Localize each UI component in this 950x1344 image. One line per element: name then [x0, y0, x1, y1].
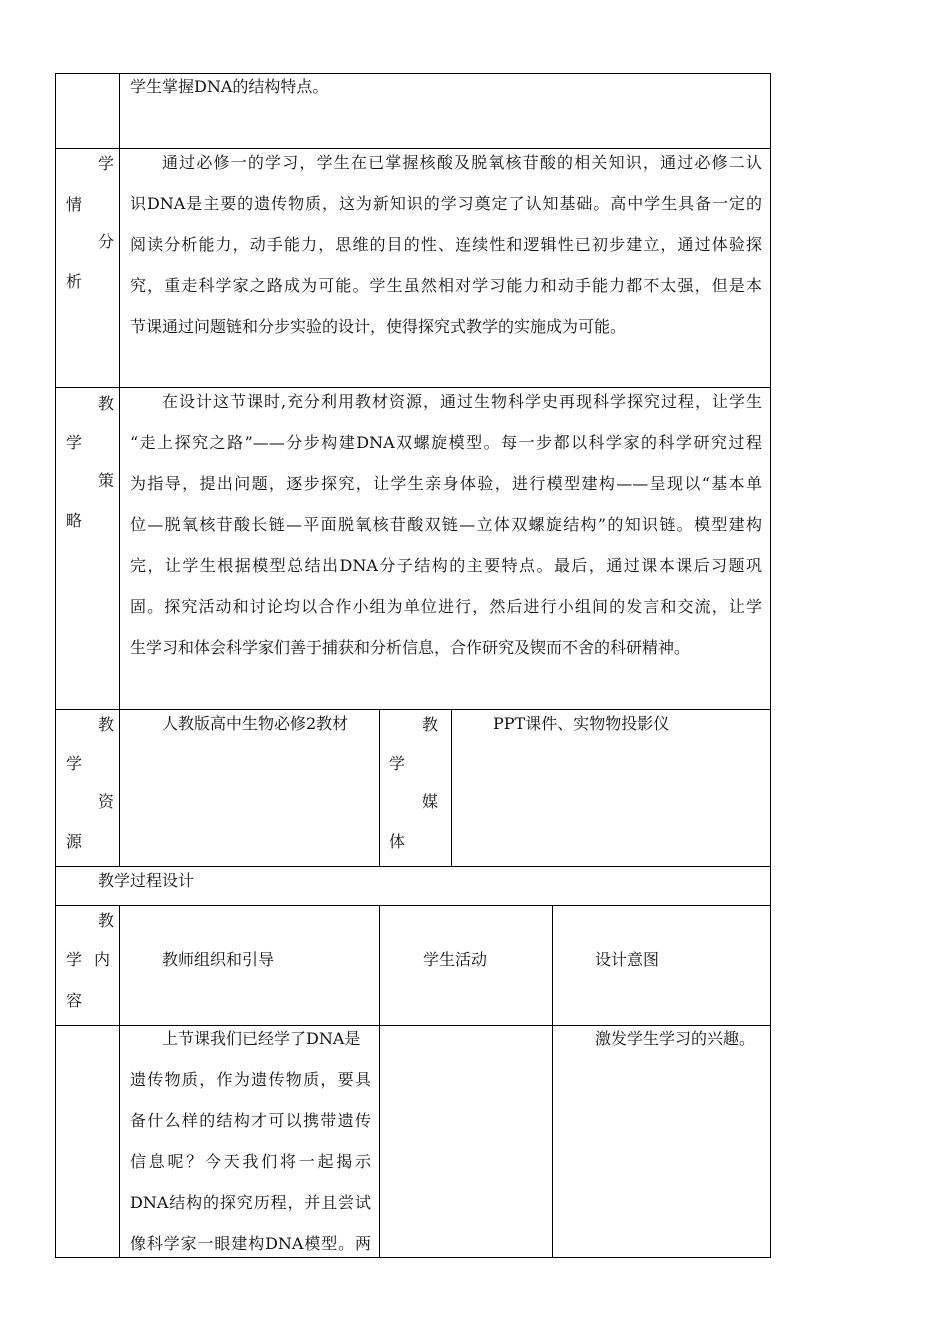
design-intent-text: 激发学生学习的兴趣。 — [595, 1029, 756, 1048]
teacher-guidance-text — [130, 1018, 371, 1264]
paragraph-line: 遗传物质，作为遗传物质，要具 — [130, 1070, 371, 1089]
paragraph-line: 位—脱氧核苷酸长链—平面脱氧核苷酸双链—立体双螺旋结构”的知识链。模型建构 — [130, 515, 762, 534]
paragraph-line: DNA结构的探究历程，并且尝试 — [130, 1193, 371, 1212]
paragraph-line: 在设计这节课时,充分利用教材资源，通过生物科学史再现科学探究过程，让学生 — [162, 392, 762, 411]
student-analysis-label-char: 分 — [98, 232, 115, 251]
table-divider-student — [379, 905, 380, 1258]
student-analysis-label-char: 情 — [66, 195, 83, 214]
col-header-student: 学生活动 — [423, 950, 488, 969]
paragraph-line: 生学习和体会科学家们善于捕获和分析信息，合作研究及锲而不舍的科研精神。 — [130, 638, 691, 657]
strategy-label-char: 策 — [98, 471, 115, 490]
content-label-char: 容 — [66, 991, 83, 1010]
student-analysis-text — [130, 142, 762, 347]
content-label-char: 内 — [94, 950, 111, 969]
student-analysis-label-char: 学 — [98, 154, 115, 173]
strategy-label-char: 教 — [98, 394, 115, 413]
resources-label-char: 学 — [66, 754, 83, 773]
strategy-label-char: 学 — [66, 433, 83, 452]
paragraph-line: 上节课我们已经学了DNA是 — [162, 1029, 361, 1048]
paragraph-line: 究，重走科学家之路成为可能。学生虽然相对学习能力和动手能力都不太强，但是本 — [130, 276, 762, 295]
table-border-row5 — [55, 905, 771, 906]
table-divider-media-right — [451, 709, 452, 867]
paragraph-line: “走上探究之路”——分步构建DNA双螺旋模型。每一步都以科学家的科学研究过程 — [130, 433, 762, 452]
strategy-label-char: 略 — [66, 511, 83, 530]
content-label-char: 教 — [98, 911, 115, 930]
student-analysis-label-char: 析 — [66, 272, 83, 291]
strategy-text — [130, 381, 762, 668]
goal-text: 学生掌握DNA的结构特点。 — [130, 77, 329, 96]
resources-label-char: 源 — [66, 832, 83, 851]
paragraph-line: 通过必修一的学习，学生在已掌握核酸及脱氧核苷酸的相关知识，通过必修二认 — [162, 153, 762, 172]
paragraph-line: 阅读分析能力，动手能力，思维的目的性、连续性和逻辑性已初步建立，通过体验探 — [130, 235, 762, 254]
content-label-char: 学 — [66, 950, 83, 969]
process-title: 教学过程设计 — [98, 871, 195, 890]
table-divider-intent — [552, 905, 553, 1258]
table-border-right — [770, 73, 771, 1258]
paragraph-line: 像科学家一眼建构DNA模型。两 — [130, 1234, 371, 1253]
media-label-char: 教 — [422, 715, 439, 734]
paragraph-line: 节课通过问题链和分步实验的设计，使得探究式教学的实施成为可能。 — [130, 317, 627, 336]
media-label-char: 媒 — [422, 792, 439, 811]
media-label-char: 学 — [389, 754, 406, 773]
resources-label-char: 教 — [98, 715, 115, 734]
resources-label-char: 资 — [98, 792, 115, 811]
resources-value: 人教版高中生物必修2教材 — [162, 714, 349, 733]
paragraph-line: 识DNA是主要的遗传物质，这为新知识的学习奠定了认知基础。高中学生具备一定的 — [130, 194, 762, 213]
paragraph-line: 信息呢？今天我们将一起揭示 — [130, 1152, 371, 1171]
paragraph-line: 备什么样的结构才可以携带遗传 — [130, 1111, 371, 1130]
col-header-teacher: 教师组织和引导 — [162, 950, 275, 969]
col-header-intent: 设计意图 — [595, 950, 660, 969]
table-divider-media-left — [379, 709, 380, 867]
table-divider-label — [119, 73, 120, 867]
paragraph-line: 为指导，提出问题，逐步探究，让学生亲身体验，进行模型建构——呈现以“基本单 — [130, 474, 762, 493]
media-label-char: 体 — [389, 832, 406, 851]
table-border-left — [55, 73, 56, 1258]
paragraph-line: 完，让学生根据模型总结出DNA分子结构的主要特点。最后，通过课本课后习题巩 — [130, 556, 762, 575]
table-divider-label-lower — [119, 905, 120, 1258]
paragraph-line: 固。探究活动和讨论均以合作小组为单位进行，然后进行小组间的发言和交流，让学 — [130, 597, 762, 616]
media-value: PPT课件、实物物投影仪 — [493, 714, 670, 733]
